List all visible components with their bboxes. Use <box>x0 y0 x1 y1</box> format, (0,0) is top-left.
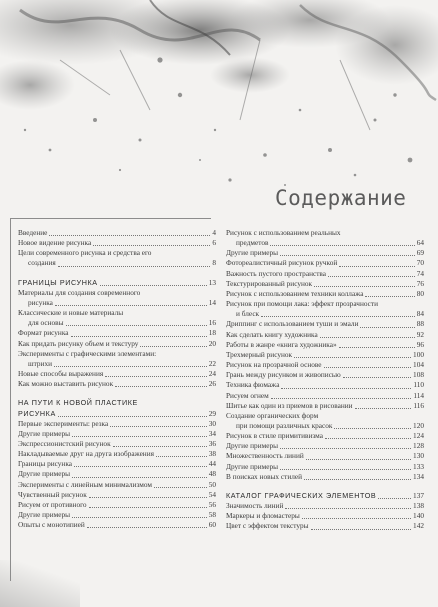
toc-entry[interactable] <box>226 340 424 350</box>
toc-entry-page: 60 <box>208 520 216 530</box>
toc-entry[interactable] <box>226 380 424 390</box>
dot-leader <box>355 408 412 409</box>
section-heading[interactable] <box>18 398 216 408</box>
section-heading-label: ГРАНИЦЫ РИСУНКА <box>18 277 98 287</box>
dot-leader <box>72 436 207 437</box>
toc-entry-title: Рисунок на прозрачной основе <box>226 360 322 370</box>
toc-entry-page: 56 <box>208 499 216 509</box>
dot-leader <box>66 325 207 326</box>
toc-entry-title: Рисунок с использованием реальных <box>226 228 341 237</box>
toc-entry[interactable] <box>226 421 424 431</box>
toc-section <box>226 228 424 482</box>
toc-entry-page: 48 <box>208 469 216 479</box>
toc-entry[interactable] <box>226 299 424 309</box>
toc-entry[interactable] <box>18 288 216 298</box>
toc-entry-title: Другие примеры <box>226 441 279 451</box>
toc-entry[interactable] <box>226 248 424 258</box>
page-title: Содержание <box>275 186 407 210</box>
toc-entry-title: Как можно выставить рисунок <box>18 379 114 389</box>
dot-leader <box>58 266 211 267</box>
toc-entry[interactable] <box>18 308 216 318</box>
toc-entry-title: и блеск <box>236 309 260 319</box>
toc-entry-title: Как придать рисунку объем и текстуру <box>18 338 139 348</box>
toc-entry-title: Рисуем от противного <box>18 499 87 509</box>
toc-entry-page: 44 <box>208 459 216 469</box>
toc-entry-page: 84 <box>416 309 424 319</box>
toc-entry-title: Важность пустого пространства <box>226 268 326 278</box>
toc-entry-page: 133 <box>413 461 424 471</box>
toc-entry-page: 108 <box>413 370 424 380</box>
dot-leader <box>334 428 411 429</box>
dot-leader <box>314 286 415 287</box>
toc-entry-page: 70 <box>416 258 424 268</box>
toc-entry-title: Фотореалистичный рисунок ручкой <box>226 258 338 268</box>
toc-entry[interactable] <box>226 391 424 401</box>
dot-leader <box>89 507 207 508</box>
dot-leader <box>72 477 207 478</box>
toc-entry-title: при помощи различных красок <box>236 420 333 430</box>
toc-entry[interactable] <box>226 360 424 370</box>
toc-entry[interactable] <box>18 228 216 238</box>
toc-entry[interactable] <box>226 289 424 299</box>
toc-entry-page: 80 <box>416 288 424 298</box>
toc-entry-page: 36 <box>208 438 216 448</box>
toc-entry-title: Грань между рисунком и живописью <box>226 370 341 380</box>
toc-entry[interactable] <box>18 328 216 338</box>
toc-entry[interactable] <box>226 501 424 511</box>
toc-entry[interactable] <box>18 439 216 449</box>
toc-entry-page: 34 <box>208 428 216 438</box>
toc-entry[interactable] <box>18 248 216 258</box>
toc-entry-page: 134 <box>413 471 424 481</box>
ink-splash-illustration <box>0 0 438 215</box>
section-heading-page: 29 <box>208 408 216 418</box>
section-heading[interactable] <box>18 278 216 288</box>
toc-entry[interactable] <box>18 469 216 479</box>
dot-leader <box>302 518 411 519</box>
dot-leader <box>281 388 411 389</box>
toc-entry-page: 74 <box>416 268 424 278</box>
toc-section <box>226 491 424 532</box>
toc-section <box>18 228 216 269</box>
toc-entry-page: 54 <box>208 489 216 499</box>
section-heading-label: РИСУНКА <box>18 408 56 418</box>
toc-entry[interactable] <box>226 309 424 319</box>
toc-entry-title: Работы в жанре «книга художника» <box>226 339 337 349</box>
section-heading[interactable] <box>18 409 216 419</box>
toc-entry-title: Материалы для создания современного <box>18 287 141 297</box>
toc-entry-page: 16 <box>208 318 216 328</box>
dot-leader <box>306 459 411 460</box>
toc-entry-page: 4 <box>212 228 216 237</box>
dot-leader <box>87 527 207 528</box>
toc-entry[interactable] <box>226 238 424 248</box>
toc-entry-title: Шитье как один из приемов в рисовании <box>226 400 353 410</box>
toc-entry[interactable] <box>18 298 216 308</box>
toc-entry-title: Маркеры и фломастеры <box>226 511 300 521</box>
toc-entry-title: Техника фюмажа <box>226 380 280 390</box>
section-heading-page: 13 <box>208 277 216 287</box>
toc-entry[interactable] <box>18 379 216 389</box>
dot-leader <box>324 367 412 368</box>
toc-entry[interactable] <box>18 429 216 439</box>
section-heading-page: 137 <box>413 490 424 500</box>
dot-leader <box>343 377 411 378</box>
dot-leader <box>320 337 415 338</box>
section-heading[interactable] <box>226 491 424 501</box>
dot-leader <box>49 235 210 236</box>
toc-entry[interactable] <box>18 318 216 328</box>
dot-leader <box>74 466 207 467</box>
toc-entry[interactable] <box>226 521 424 531</box>
toc-entry[interactable] <box>226 319 424 329</box>
dot-leader <box>154 487 207 488</box>
dot-leader <box>280 469 411 470</box>
dot-leader <box>339 347 415 348</box>
toc-entry-title: Рисунок в стиле примитивизма <box>226 431 323 441</box>
toc-entry-page: 100 <box>413 349 424 359</box>
toc-entry-page: 64 <box>416 238 424 248</box>
toc-entry[interactable] <box>18 459 216 469</box>
dot-leader <box>285 508 411 509</box>
dot-leader <box>280 448 411 449</box>
toc-entry-page: 138 <box>413 501 424 511</box>
dot-leader <box>100 285 207 286</box>
dot-leader <box>270 245 414 246</box>
toc-entry-page: 50 <box>208 479 216 489</box>
toc-entry[interactable] <box>226 411 424 421</box>
toc-entry-title: Границы рисунка <box>18 459 73 469</box>
toc-entry-title: Классические и новые материалы <box>18 308 124 318</box>
toc-entry-page: 38 <box>208 449 216 459</box>
toc-entry[interactable] <box>226 441 424 451</box>
toc-entry-page: 110 <box>413 380 424 390</box>
toc-entry-title: Цели современного рисунка и средства его <box>18 248 152 258</box>
toc-entry[interactable] <box>18 369 216 379</box>
section-heading-label: КАТАЛОГ ГРАФИЧЕСКИХ ЭЛЕМЕНТОВ <box>226 490 377 500</box>
toc-entry[interactable] <box>226 330 424 340</box>
dot-leader <box>378 498 411 499</box>
toc-entry-title: Опыты с монотипией <box>18 520 85 530</box>
toc-entry-page: 130 <box>413 451 424 461</box>
toc-entry-page: 140 <box>413 511 424 521</box>
toc-entry-page: 20 <box>208 338 216 348</box>
toc-entry-title: создания <box>28 258 56 268</box>
toc-entry-page: 58 <box>208 510 216 520</box>
dot-leader <box>304 479 411 480</box>
toc-entry-title: Создание органических форм <box>226 410 319 420</box>
toc-entry-title: Эксперименты с линейным минимализмом <box>18 479 152 489</box>
toc-entry[interactable] <box>226 451 424 461</box>
toc-entry[interactable] <box>18 349 216 359</box>
dot-leader <box>280 255 415 256</box>
toc-entry-title: Рисунок при помощи лака: эффект прозрачности <box>226 299 379 309</box>
dot-leader <box>115 386 207 387</box>
toc-entry[interactable] <box>226 472 424 482</box>
toc-entry-title: Другие примеры <box>226 461 279 471</box>
toc-entry-title: В поисках новых стилей <box>226 471 303 481</box>
dot-leader <box>328 276 415 277</box>
toc-entry[interactable] <box>226 269 424 279</box>
toc-entry[interactable] <box>18 258 216 268</box>
dot-leader <box>105 376 206 377</box>
dot-leader <box>58 416 207 417</box>
toc-entry-page: 92 <box>416 329 424 339</box>
dot-leader <box>113 446 207 447</box>
dot-leader <box>261 316 415 317</box>
toc-entry[interactable] <box>226 431 424 441</box>
toc-entry-title: Множественность линий <box>226 451 304 461</box>
toc-entry-title: Введение <box>18 228 48 237</box>
toc-entry-page: 116 <box>413 400 424 410</box>
dot-leader <box>325 438 411 439</box>
toc-entry[interactable] <box>226 279 424 289</box>
toc-entry[interactable] <box>226 370 424 380</box>
toc-entry-title: Экспрессионистский рисунок <box>18 438 111 448</box>
toc-column-left <box>18 228 216 530</box>
toc-entry-title: Накладываемые друг на друга изображения <box>18 449 154 459</box>
toc-entry-page: 14 <box>208 297 216 307</box>
section-heading-label: НА ПУТИ К НОВОЙ ПЛАСТИКЕ <box>18 398 138 408</box>
toc-entry-page: 128 <box>413 441 424 451</box>
toc-entry-page: 124 <box>413 431 424 441</box>
dot-leader <box>71 336 207 337</box>
dot-leader <box>339 266 414 267</box>
toc-entry[interactable] <box>226 511 424 521</box>
toc-entry-title: штрихи <box>28 358 53 368</box>
toc-entry-title: Новое видение рисунка <box>18 238 92 248</box>
toc-section <box>18 278 216 390</box>
toc-entry-title: Рисунок с использованием техники коллажа <box>226 288 364 298</box>
toc-entry-title: предметов <box>236 238 269 248</box>
toc-entry[interactable] <box>18 449 216 459</box>
dot-leader <box>110 426 206 427</box>
toc-entry[interactable] <box>18 510 216 520</box>
toc-entry[interactable] <box>18 359 216 369</box>
toc-entry[interactable] <box>226 258 424 268</box>
toc-entry[interactable] <box>18 238 216 248</box>
toc-entry[interactable] <box>18 490 216 500</box>
toc-entry[interactable] <box>226 401 424 411</box>
toc-entry-title: Другие примеры <box>18 428 71 438</box>
dot-leader <box>89 497 207 498</box>
dot-leader <box>294 357 411 358</box>
toc-entry-page: 69 <box>416 248 424 258</box>
dot-leader <box>54 366 207 367</box>
toc-entry[interactable] <box>18 419 216 429</box>
toc-entry-page: 114 <box>413 390 424 400</box>
toc-section <box>18 398 216 530</box>
toc-entry-title: Другие примеры <box>18 469 71 479</box>
dot-leader <box>156 456 207 457</box>
toc-entry-page: 142 <box>413 521 424 531</box>
toc-entry-title: Цвет с эффектом текстуры <box>226 521 309 531</box>
toc-entry-page: 96 <box>416 339 424 349</box>
toc-entry[interactable] <box>226 350 424 360</box>
toc-entry[interactable] <box>18 480 216 490</box>
toc-entry-title: Другие примеры <box>18 510 71 520</box>
dot-leader <box>271 398 412 399</box>
dot-leader <box>93 245 210 246</box>
toc-column-right <box>226 228 424 532</box>
toc-entry-title: Текстурированный рисунок <box>226 278 313 288</box>
toc-entry-title: для основы <box>28 318 64 328</box>
toc-entry[interactable] <box>18 339 216 349</box>
toc-entry-title: Формат рисунка <box>18 328 69 338</box>
toc-entry[interactable] <box>226 462 424 472</box>
toc-entry-page: 24 <box>208 369 216 379</box>
toc-entry-page: 120 <box>413 420 424 430</box>
dot-leader <box>365 296 414 297</box>
toc-entry-page: 30 <box>208 418 216 428</box>
dot-leader <box>140 346 206 347</box>
dot-leader <box>72 517 207 518</box>
toc-entry-page: 18 <box>208 328 216 338</box>
toc-entry-page: 76 <box>416 278 424 288</box>
toc-entry-title: Другие примеры <box>226 248 279 258</box>
toc-entry[interactable] <box>226 228 424 238</box>
toc-entry-page: 8 <box>212 258 216 268</box>
toc-entry-title: Как сделать книгу художника <box>226 329 318 339</box>
toc-entry-page: 88 <box>416 319 424 329</box>
toc-entry-title: Новые способы выражения <box>18 369 104 379</box>
dot-leader <box>55 305 207 306</box>
toc-entry-title: Чувственный рисунок <box>18 489 87 499</box>
dot-leader <box>360 327 414 328</box>
toc-entry-title: Значимость линий <box>226 501 284 511</box>
toc-entry[interactable] <box>18 500 216 510</box>
toc-entry-title: Эксперименты с графическими элементами: <box>18 348 157 358</box>
toc-entry-title: Трехмерный рисунок <box>226 349 293 359</box>
toc-entry-title: рисунка <box>28 297 53 307</box>
toc-entry-title: Рисуем огнем <box>226 390 269 400</box>
toc-entry-page: 26 <box>208 379 216 389</box>
toc-entry-page: 104 <box>413 360 424 370</box>
toc-entry-title: Первые эксперименты: резка <box>18 418 109 428</box>
toc-entry-page: 22 <box>208 358 216 368</box>
dot-leader <box>311 529 412 530</box>
toc-entry-page: 6 <box>212 238 216 248</box>
toc-entry-title: Дриппинг с использованием туши и эмали <box>226 319 359 329</box>
toc-entry[interactable] <box>18 520 216 530</box>
